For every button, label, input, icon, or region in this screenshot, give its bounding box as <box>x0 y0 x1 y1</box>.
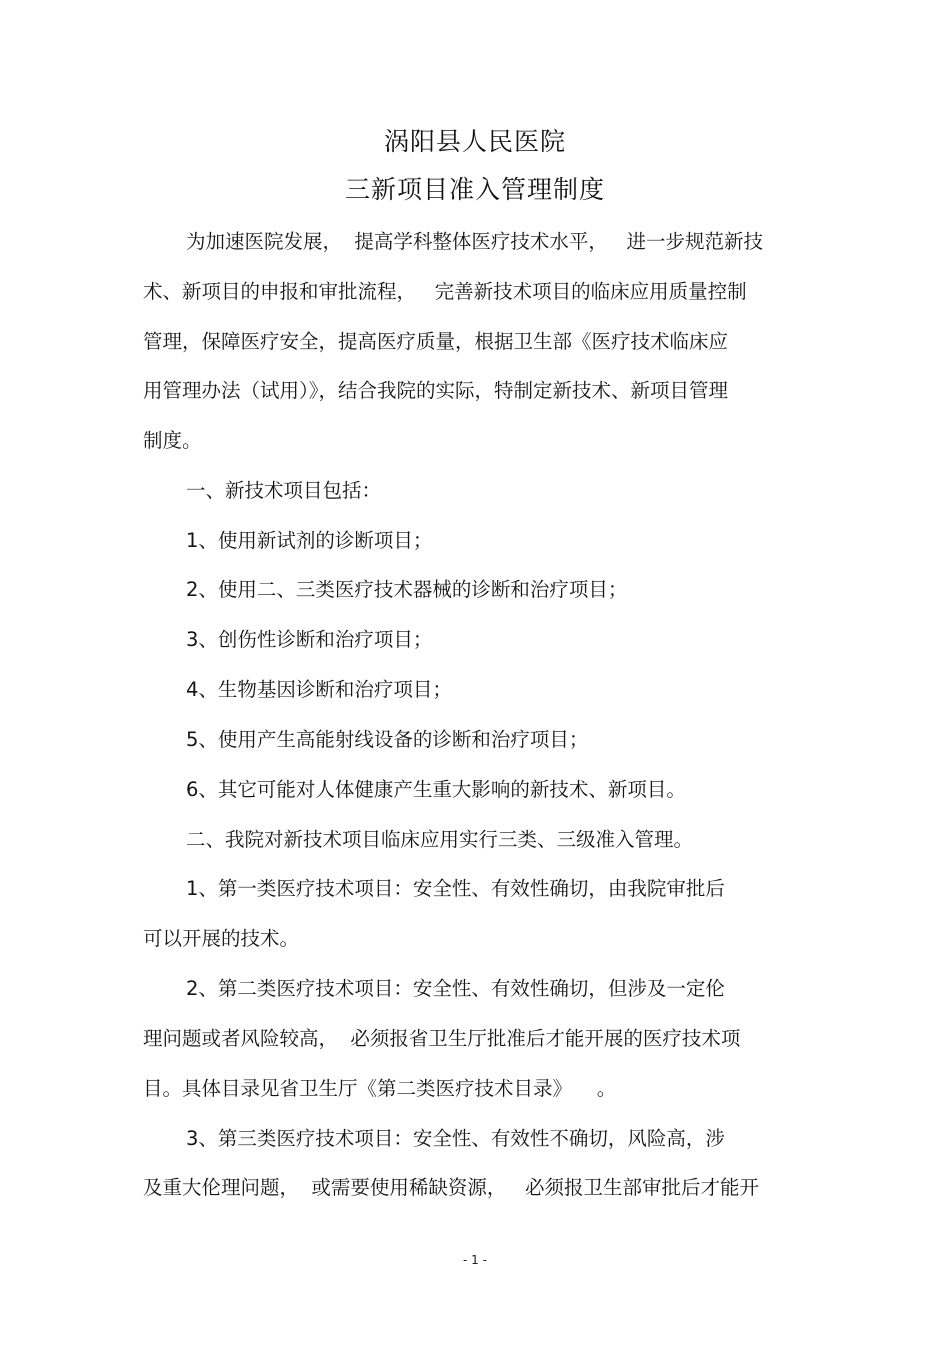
page-number: - 1 - <box>463 1253 487 1267</box>
section2-item2-line-3: 目。具体目录见省卫生厅《第二类医疗技术目录》 。 <box>143 1077 617 1100</box>
intro-line-2: 术、新项目的申报和审批流程， 完善新技术项目的临床应用质量控制 <box>143 280 747 303</box>
section1-item-6: 6、其它可能对人体健康产生重大影响的新技术、新项目。 <box>186 778 686 801</box>
section1-item-2: 2、使用二、三类医疗技术器械的诊断和治疗项目； <box>186 578 628 601</box>
section1-item-5: 5、使用产生高能射线设备的诊断和治疗项目； <box>186 728 589 751</box>
intro-line-5: 制度。 <box>143 429 202 452</box>
intro-line-1: 为加速医院发展， 提高学科整体医疗技术水平， 进一步规范新技 <box>186 230 763 253</box>
section1-item-3: 3、创伤性诊断和治疗项目； <box>186 628 433 651</box>
section2-item3-line-2: 及重大伦理问题， 或需要使用稀缺资源， 必须报卫生部审批后才能开 <box>143 1176 759 1199</box>
section1-item-4: 4、生物基因诊断和治疗项目； <box>186 678 452 701</box>
section1-item-1: 1、使用新试剂的诊断项目； <box>186 529 433 552</box>
section2-item1-line-1: 1、第一类医疗技术项目：安全性、有效性确切，由我院审批后 <box>186 877 725 900</box>
section2-item2-line-2: 理问题或者风险较高， 必须报省卫生厅批准后才能开展的医疗技术项 <box>143 1027 741 1050</box>
section2-heading: 二、我院对新技术项目临床应用实行三类、三级准入管理。 <box>186 828 694 851</box>
section2-item1-line-2: 可以开展的技术。 <box>143 927 300 950</box>
hospital-name-title: 涡阳县人民医院 <box>383 127 566 156</box>
section2-item2-line-1: 2、第二类医疗技术项目：安全性、有效性确切，但涉及一定伦 <box>186 977 725 1000</box>
intro-line-3: 管理，保障医疗安全，提高医疗质量，根据卫生部《医疗技术临床应 <box>143 330 729 353</box>
intro-line-4: 用管理办法（试用）》，结合我院的实际，特制定新技术、新项目管理 <box>143 379 729 402</box>
section2-item3-line-1: 3、第三类医疗技术项目：安全性、有效性不确切，风险高，涉 <box>186 1127 725 1150</box>
document-title: 三新项目准入管理制度 <box>344 175 605 204</box>
section1-heading: 一、新技术项目包括： <box>186 479 382 502</box>
